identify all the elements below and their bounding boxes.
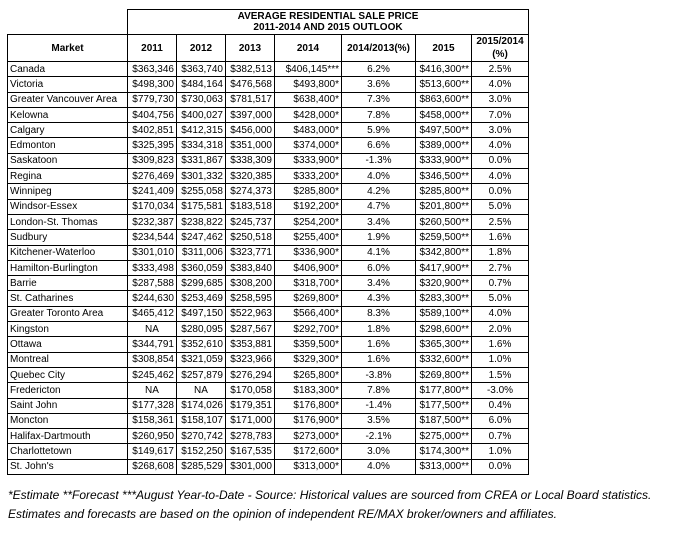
price-2012-cell: $174,026 [177,398,226,413]
price-2011-cell: $170,034 [128,199,177,214]
empty-corner-cell [8,10,128,35]
price-2011-cell: $244,630 [128,291,177,306]
price-2015-cell: $365,300** [416,337,472,352]
price-2011-cell: $245,462 [128,367,177,382]
change-2015-2014-cell: 5.0% [472,291,529,306]
price-2015-cell: $174,300** [416,444,472,459]
price-2011-cell: $465,412 [128,306,177,321]
change-2015-2014-cell: 1.5% [472,367,529,382]
price-2015-cell: $320,900** [416,276,472,291]
table-row [8,367,529,382]
price-2014-cell: $269,800* [275,291,342,306]
price-2013-cell: $320,385 [226,169,275,184]
table-row [8,413,529,428]
change-2015-2014-cell: 3.0% [472,123,529,138]
table-row [8,260,529,275]
header-2014: 2014 [275,35,342,62]
change-2014-2013-cell: 7.3% [342,92,416,107]
price-2013-cell: $258,595 [226,291,275,306]
change-2014-2013-cell: 7.8% [342,383,416,398]
price-2012-cell: $352,610 [177,337,226,352]
price-2014-cell: $406,145*** [275,62,342,77]
price-2013-cell: $287,567 [226,322,275,337]
price-2015-cell: $863,600** [416,92,472,107]
price-2014-cell: $265,800* [275,367,342,382]
price-2015-cell: $201,800** [416,199,472,214]
header-2012: 2012 [177,35,226,62]
table-title-line1: AVERAGE RESIDENTIAL SALE PRICE [237,11,419,22]
change-2015-2014-cell: 2.5% [472,62,529,77]
price-2014-cell: $493,800* [275,77,342,92]
change-2015-2014-cell: 1.0% [472,444,529,459]
header-change-2015-2014 [472,35,529,62]
market-cell: Fredericton [8,383,128,398]
price-2011-cell: $404,756 [128,107,177,122]
price-2015-cell: $589,100** [416,306,472,321]
change-2015-2014-cell: 4.0% [472,169,529,184]
price-2012-cell: $285,529 [177,459,226,474]
change-2014-2013-cell: 1.6% [342,337,416,352]
header-change-2014-2013: 2014/2013(%) [342,35,416,62]
change-2015-2014-cell: 0.7% [472,429,529,444]
market-cell: Regina [8,169,128,184]
table-row [8,107,529,122]
price-2013-cell: $351,000 [226,138,275,153]
table-row [8,77,529,92]
price-2015-cell: $416,300** [416,62,472,77]
price-2013-cell: $456,000 [226,123,275,138]
price-2012-cell: $484,164 [177,77,226,92]
market-cell: Greater Vancouver Area [8,92,128,107]
change-2014-2013-cell: 6.6% [342,138,416,153]
price-2014-cell: $406,900* [275,260,342,275]
table-row [8,383,529,398]
table-row [8,398,529,413]
price-2014-cell: $176,800* [275,398,342,413]
price-2011-cell: $402,851 [128,123,177,138]
market-cell: Halifax-Dartmouth [8,429,128,444]
change-2014-2013-cell: -1.4% [342,398,416,413]
price-2015-cell: $313,000** [416,459,472,474]
price-2015-cell: $177,500** [416,398,472,413]
header-2013: 2013 [226,35,275,62]
price-2014-cell: $428,000* [275,107,342,122]
change-2014-2013-cell: 3.5% [342,413,416,428]
price-2015-cell: $497,500** [416,123,472,138]
market-cell: St. John's [8,459,128,474]
header-change-2015-2014-line2: (%) [492,49,508,60]
price-2014-cell: $333,900* [275,153,342,168]
change-2014-2013-cell: -3.8% [342,367,416,382]
market-cell: Quebec City [8,367,128,382]
header-change-2015-2014-line1: 2015/2014 [476,36,524,47]
price-2012-cell: $280,095 [177,322,226,337]
price-2015-cell: $187,500** [416,413,472,428]
change-2014-2013-cell: 4.0% [342,169,416,184]
change-2015-2014-cell: -3.0% [472,383,529,398]
price-2014-cell: $254,200* [275,214,342,229]
price-2012-cell: $175,581 [177,199,226,214]
price-2011-cell: $309,823 [128,153,177,168]
price-2012-cell: $257,879 [177,367,226,382]
price-2015-cell: $283,300** [416,291,472,306]
change-2015-2014-cell: 2.7% [472,260,529,275]
table-row [8,429,529,444]
market-cell: Kingston [8,322,128,337]
change-2015-2014-cell: 7.0% [472,107,529,122]
change-2014-2013-cell: 8.3% [342,306,416,321]
table-row [8,169,529,184]
price-2013-cell: $274,373 [226,184,275,199]
change-2015-2014-cell: 4.0% [472,77,529,92]
change-2014-2013-cell: 1.8% [342,322,416,337]
header-2015: 2015 [416,35,472,62]
price-2015-cell: $513,600** [416,77,472,92]
sale-price-table-container [7,9,529,475]
price-2012-cell: $301,332 [177,169,226,184]
market-cell: Hamilton-Burlington [8,260,128,275]
change-2015-2014-cell: 0.4% [472,398,529,413]
price-2011-cell: $158,361 [128,413,177,428]
table-row [8,322,529,337]
market-cell: Kelowna [8,107,128,122]
change-2015-2014-cell: 0.0% [472,184,529,199]
change-2014-2013-cell: 4.2% [342,184,416,199]
table-row [8,230,529,245]
price-2015-cell: $285,800** [416,184,472,199]
change-2014-2013-cell: 4.7% [342,199,416,214]
price-2014-cell: $285,800* [275,184,342,199]
market-cell: Canada [8,62,128,77]
price-2012-cell: $400,027 [177,107,226,122]
price-2013-cell: $171,000 [226,413,275,428]
price-2011-cell: $308,854 [128,352,177,367]
change-2015-2014-cell: 4.0% [472,138,529,153]
price-2014-cell: $292,700* [275,322,342,337]
change-2014-2013-cell: 4.0% [342,459,416,474]
change-2014-2013-cell: -1.3% [342,153,416,168]
price-2015-cell: $177,800** [416,383,472,398]
market-cell: Charlottetown [8,444,128,459]
market-cell: Victoria [8,77,128,92]
price-2013-cell: $323,771 [226,245,275,260]
sale-price-table [7,9,529,475]
change-2014-2013-cell: 1.6% [342,352,416,367]
price-2015-cell: $417,900** [416,260,472,275]
market-cell: Edmonton [8,138,128,153]
table-title-line2: 2011-2014 AND 2015 OUTLOOK [253,22,403,33]
price-2011-cell: $232,387 [128,214,177,229]
price-2011-cell: NA [128,383,177,398]
price-2013-cell: $382,513 [226,62,275,77]
price-2012-cell: $152,250 [177,444,226,459]
price-2012-cell: $497,150 [177,306,226,321]
price-2011-cell: $260,950 [128,429,177,444]
price-2011-cell: NA [128,322,177,337]
price-2015-cell: $333,900** [416,153,472,168]
price-2013-cell: $245,737 [226,214,275,229]
header-2011: 2011 [128,35,177,62]
price-2015-cell: $259,500** [416,230,472,245]
change-2015-2014-cell: 2.5% [472,214,529,229]
price-2013-cell: $353,881 [226,337,275,352]
table-row [8,214,529,229]
table-row [8,153,529,168]
market-cell: Saskatoon [8,153,128,168]
price-2015-cell: $332,600** [416,352,472,367]
price-2011-cell: $287,588 [128,276,177,291]
price-2014-cell: $318,700* [275,276,342,291]
table-row [8,337,529,352]
price-2012-cell: $270,742 [177,429,226,444]
price-2015-cell: $298,600** [416,322,472,337]
market-cell: Winnipeg [8,184,128,199]
price-2015-cell: $389,000** [416,138,472,153]
table-row [8,306,529,321]
market-cell: Moncton [8,413,128,428]
header-market: Market [8,35,128,62]
price-2015-cell: $346,500** [416,169,472,184]
table-row [8,444,529,459]
price-2014-cell: $273,000* [275,429,342,444]
price-2014-cell: $183,300* [275,383,342,398]
footnote: *Estimate **Forecast ***August Year-to-Date - Source: Historical values are sourced from CREA or Local Board statistics. Estimates and forecasts are based on the opinion of independent RE/MAX broker/owners and affiliates. [8,488,652,521]
price-2013-cell: $397,000 [226,107,275,122]
price-2014-cell: $313,000* [275,459,342,474]
table-row [8,62,529,77]
price-2012-cell: $238,822 [177,214,226,229]
price-2013-cell: $781,517 [226,92,275,107]
change-2015-2014-cell: 3.0% [472,92,529,107]
price-2013-cell: $522,963 [226,306,275,321]
price-2011-cell: $241,409 [128,184,177,199]
price-2014-cell: $172,600* [275,444,342,459]
table-row [8,184,529,199]
change-2015-2014-cell: 0.7% [472,276,529,291]
price-2011-cell: $149,617 [128,444,177,459]
table-row [8,291,529,306]
change-2015-2014-cell: 1.6% [472,337,529,352]
table-row [8,123,529,138]
market-cell: London-St. Thomas [8,214,128,229]
price-2014-cell: $255,400* [275,230,342,245]
price-2012-cell: $311,006 [177,245,226,260]
price-2013-cell: $383,840 [226,260,275,275]
table-row [8,199,529,214]
change-2015-2014-cell: 0.0% [472,459,529,474]
market-cell: Kitchener-Waterloo [8,245,128,260]
price-2014-cell: $336,900* [275,245,342,260]
price-2012-cell: $363,740 [177,62,226,77]
change-2014-2013-cell: 3.0% [342,444,416,459]
market-cell: Sudbury [8,230,128,245]
change-2014-2013-cell: 7.8% [342,107,416,122]
change-2015-2014-cell: 1.8% [472,245,529,260]
price-2012-cell: $334,318 [177,138,226,153]
change-2015-2014-cell: 0.0% [472,153,529,168]
price-2014-cell: $176,900* [275,413,342,428]
price-2014-cell: $359,500* [275,337,342,352]
price-2011-cell: $234,544 [128,230,177,245]
price-2011-cell: $333,498 [128,260,177,275]
change-2015-2014-cell: 1.0% [472,352,529,367]
price-2014-cell: $333,200* [275,169,342,184]
price-2012-cell: NA [177,383,226,398]
price-2014-cell: $638,400* [275,92,342,107]
market-cell: Calgary [8,123,128,138]
price-2014-cell: $483,000* [275,123,342,138]
price-2012-cell: $253,469 [177,291,226,306]
price-2011-cell: $276,469 [128,169,177,184]
change-2015-2014-cell: 2.0% [472,322,529,337]
price-2013-cell: $301,000 [226,459,275,474]
change-2014-2013-cell: 4.3% [342,291,416,306]
table-row [8,138,529,153]
price-2013-cell: $179,351 [226,398,275,413]
change-2015-2014-cell: 6.0% [472,413,529,428]
price-2014-cell: $566,400* [275,306,342,321]
change-2015-2014-cell: 4.0% [472,306,529,321]
price-2013-cell: $278,783 [226,429,275,444]
market-cell: Windsor-Essex [8,199,128,214]
price-2012-cell: $360,059 [177,260,226,275]
price-2012-cell: $730,063 [177,92,226,107]
price-2013-cell: $476,568 [226,77,275,92]
change-2015-2014-cell: 5.0% [472,199,529,214]
table-row [8,92,529,107]
table-row [8,276,529,291]
price-2011-cell: $344,791 [128,337,177,352]
price-2012-cell: $321,059 [177,352,226,367]
change-2014-2013-cell: 3.4% [342,276,416,291]
change-2014-2013-cell: 1.9% [342,230,416,245]
change-2014-2013-cell: -2.1% [342,429,416,444]
price-2013-cell: $167,535 [226,444,275,459]
price-2015-cell: $269,800** [416,367,472,382]
table-row [8,245,529,260]
price-2012-cell: $331,867 [177,153,226,168]
price-2015-cell: $342,800** [416,245,472,260]
change-2014-2013-cell: 6.0% [342,260,416,275]
price-2014-cell: $329,300* [275,352,342,367]
price-2013-cell: $323,966 [226,352,275,367]
price-2012-cell: $158,107 [177,413,226,428]
change-2014-2013-cell: 3.6% [342,77,416,92]
price-2014-cell: $374,000* [275,138,342,153]
price-2015-cell: $260,500** [416,214,472,229]
price-2013-cell: $276,294 [226,367,275,382]
price-2013-cell: $170,058 [226,383,275,398]
change-2014-2013-cell: 4.1% [342,245,416,260]
change-2014-2013-cell: 5.9% [342,123,416,138]
change-2015-2014-cell: 1.6% [472,230,529,245]
price-2011-cell: $779,730 [128,92,177,107]
price-2011-cell: $177,328 [128,398,177,413]
price-2013-cell: $183,518 [226,199,275,214]
price-2013-cell: $250,518 [226,230,275,245]
price-2011-cell: $301,010 [128,245,177,260]
market-cell: Greater Toronto Area [8,306,128,321]
table-row [8,459,529,474]
market-cell: Saint John [8,398,128,413]
price-2012-cell: $299,685 [177,276,226,291]
market-cell: Ottawa [8,337,128,352]
price-2011-cell: $363,346 [128,62,177,77]
price-2011-cell: $268,608 [128,459,177,474]
price-2015-cell: $458,000** [416,107,472,122]
price-2012-cell: $247,462 [177,230,226,245]
market-cell: Montreal [8,352,128,367]
price-2014-cell: $192,200* [275,199,342,214]
price-2011-cell: $498,300 [128,77,177,92]
price-2012-cell: $255,058 [177,184,226,199]
market-cell: Barrie [8,276,128,291]
change-2014-2013-cell: 6.2% [342,62,416,77]
table-row [8,352,529,367]
table-title [128,10,529,35]
table-header-row [8,35,529,62]
market-cell: St. Catharines [8,291,128,306]
price-2012-cell: $412,315 [177,123,226,138]
price-2013-cell: $338,309 [226,153,275,168]
price-2015-cell: $275,000** [416,429,472,444]
price-2011-cell: $325,395 [128,138,177,153]
price-2013-cell: $308,200 [226,276,275,291]
change-2014-2013-cell: 3.4% [342,214,416,229]
